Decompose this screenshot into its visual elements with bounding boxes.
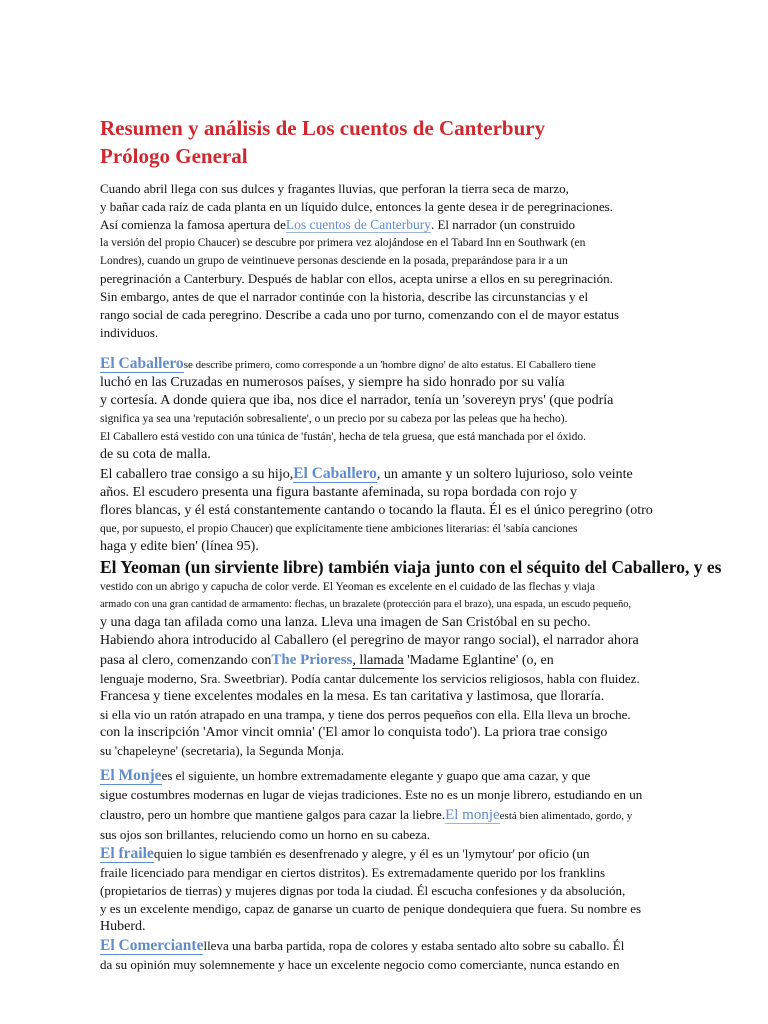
text-line: (propietarios de tierras) y mujeres dignas por toda la ciudad. Él escucha confesiones y da absolución, <box>100 883 626 898</box>
text-line: años. El escudero presenta una figura bastante afeminada, su ropa bordada con rojo y <box>100 485 577 500</box>
text-span: quien lo sigue también es desenfrenado y alegre, y él es un 'lymytour' por oficio (un <box>153 846 590 861</box>
text-line: y bañar cada raíz de cada planta en un líquido dulce, entonces la gente desea ir de peregrinaciones. <box>100 199 613 214</box>
text-line: si ella vio un ratón atrapado en una trampa, y tiene dos perros pequeños con ella. Ella lleva un broche. <box>100 707 631 722</box>
link-monk-2[interactable]: El monje <box>445 807 500 823</box>
section-heading: Prólogo General <box>100 144 248 168</box>
text-span: claustro, pero un hombre que mantiene galgos para cazar la liebre. <box>100 807 446 822</box>
text-line: con la inscripción 'Amor vincit omnia' ('El amor lo conquista todo'). La priora trae consigo <box>100 725 608 740</box>
text-span: lleva una barba partida, ropa de colores y estaba sentado alto sobre su caballo. Él <box>203 938 625 953</box>
text-line <box>100 844 768 864</box>
text-span: El caballero trae consigo a su hijo, <box>100 467 294 482</box>
text-line: Sin embargo, antes de que el narrador continúe con la historia, describe las circunstancias y el <box>100 289 589 304</box>
link-friar[interactable]: El fraile <box>100 845 154 862</box>
text-line: lenguaje moderno, Sra. Sweetbriar). Podía cantar dulcemente los servicios religiosos, habla con fluidez. <box>100 671 640 686</box>
text-span: . El narrador (un construido <box>430 217 576 232</box>
text-line: y es un excelente mendigo, capaz de ganarse un cuarto de penique dondequiera que fuera. Su nombre es <box>100 901 642 916</box>
text-span: es el siguiente, un hombre extremadamente elegante y guapo que ama cazar, y que <box>161 768 591 783</box>
text-line: sigue costumbres modernas en lugar de viejas tradiciones. Este no es un monje librero, estudiando en un <box>100 787 643 802</box>
link-merchant[interactable]: El Comerciante <box>100 937 204 954</box>
text-span: está bien alimentado, gordo, y <box>499 810 633 822</box>
text-line <box>100 650 768 670</box>
text-span: 'Madame Eglantine' (o, en <box>403 653 554 668</box>
text-line <box>100 464 768 484</box>
text-line: armado con una gran cantidad de armamento: flechas, un brazalete (protección para el brazo), una espada, un escudo pequeño, <box>100 599 632 610</box>
paragraph-yeoman <box>100 556 768 760</box>
spacer <box>100 342 768 354</box>
text-line: significa ya sea una 'reputación sobresaliente', o un precio por su cabeza por las peleas que ha hecho). <box>100 413 568 425</box>
paragraph-merchant <box>100 936 768 974</box>
text-line <box>100 766 768 786</box>
text-line: individuos. <box>100 325 159 340</box>
text-line: que, por supuesto, el propio Chaucer) que explícitamente tiene ambiciones literarias: él 'sabía canciones <box>100 523 578 535</box>
text-line: y una daga tan afilada como una lanza. Lleva una imagen de San Cristóbal en su pecho. <box>100 615 591 630</box>
text-line <box>100 936 768 956</box>
text-line: fraile licenciado para mendigar en ciertos distritos). Es extremadamente querido por los franklins <box>100 865 606 880</box>
text-line: Francesa y tiene excelentes modales en la mesa. Es tan caritativa y lastimosa, que lloraría. <box>100 689 605 704</box>
text-line <box>100 804 768 826</box>
paragraph-friar <box>100 844 768 936</box>
text-line: la versión del propio Chaucer) se descubre por primera vez alojándose en el Tabard Inn en Southwark (en <box>100 237 586 249</box>
link-knight[interactable]: El Caballero <box>100 355 184 372</box>
text-line: Cuando abril llega con sus dulces y fragantes lluvias, que perforan la tierra seca de marzo, <box>100 181 569 196</box>
text-line: sus ojos son brillantes, reluciendo como un horno en su cabeza. <box>100 827 430 842</box>
text-line: rango social de cada peregrino. Describe a cada uno por turno, comenzando con el de mayor estatus <box>100 307 620 322</box>
text-line-bold: El Yeoman (un sirviente libre) también viaja junto con el séquito del Caballero, y es <box>100 557 722 577</box>
link-prioress[interactable]: The Prioress <box>271 652 353 668</box>
paragraph-intro <box>100 180 768 342</box>
text-line: su 'chapeleyne' (secretaria), la Segunda Monja. <box>100 743 344 758</box>
text-span: , un amante y un soltero lujurioso, solo veinte <box>376 467 633 482</box>
paragraph-knight <box>100 354 768 556</box>
text-line: peregrinación a Canterbury. Después de hablar con ellos, acepta unirse a ellos en su peregrinación. <box>100 271 613 286</box>
text-line: da su opinión muy solemnemente y hace un excelente negocio como comerciante, nunca estando en <box>100 957 620 972</box>
text-line: Huberd. <box>100 919 146 934</box>
text-line: haga y edite bien' (línea 95). <box>100 539 259 554</box>
text-line: de su cota de malla. <box>100 447 211 462</box>
text-line: vestido con un abrigo y capucha de color verde. El Yeoman es excelente en el cuidado de las flechas y viaja <box>100 581 595 593</box>
text-line <box>100 354 768 374</box>
text-span: , llamada <box>352 653 404 668</box>
link-monk[interactable]: El Monje <box>100 767 162 784</box>
text-span: se describe primero, como corresponde a un 'hombre digno' de alto estatus. El Caballero tiene <box>183 359 596 371</box>
text-span: Así comienza la famosa apertura de <box>100 217 286 232</box>
document-body <box>100 114 768 974</box>
text-line: y cortesía. A donde quiera que iba, nos dice el narrador, tenía un 'sovereyn prys' (que podría <box>100 393 614 408</box>
link-squire[interactable]: El Caballero <box>293 465 377 482</box>
link-canterbury-tales[interactable]: Los cuentos de Canterbury <box>285 217 431 232</box>
text-span: pasa al clero, comenzando con <box>100 653 272 668</box>
page-title: Resumen y análisis de Los cuentos de Canterbury <box>100 116 546 140</box>
text-line: El Caballero está vestido con una túnica de 'fustán', hecha de tela gruesa, que está manchada por el óxido. <box>100 431 587 443</box>
text-line: Londres), cuando un grupo de veintinueve personas desciende en la posada, preparándose para ir a un <box>100 255 568 267</box>
text-line: Habiendo ahora introducido al Caballero (el peregrino de mayor rango social), el narrador ahora <box>100 633 639 648</box>
paragraph-monk <box>100 766 768 844</box>
text-line <box>100 216 768 234</box>
text-line: luchó en las Cruzadas en numerosos países, y siempre ha sido honrado por su valía <box>100 375 565 390</box>
text-line: flores blancas, y él está constantemente cantando o tocando la flauta. Él es el único peregrino (otro <box>100 503 653 518</box>
